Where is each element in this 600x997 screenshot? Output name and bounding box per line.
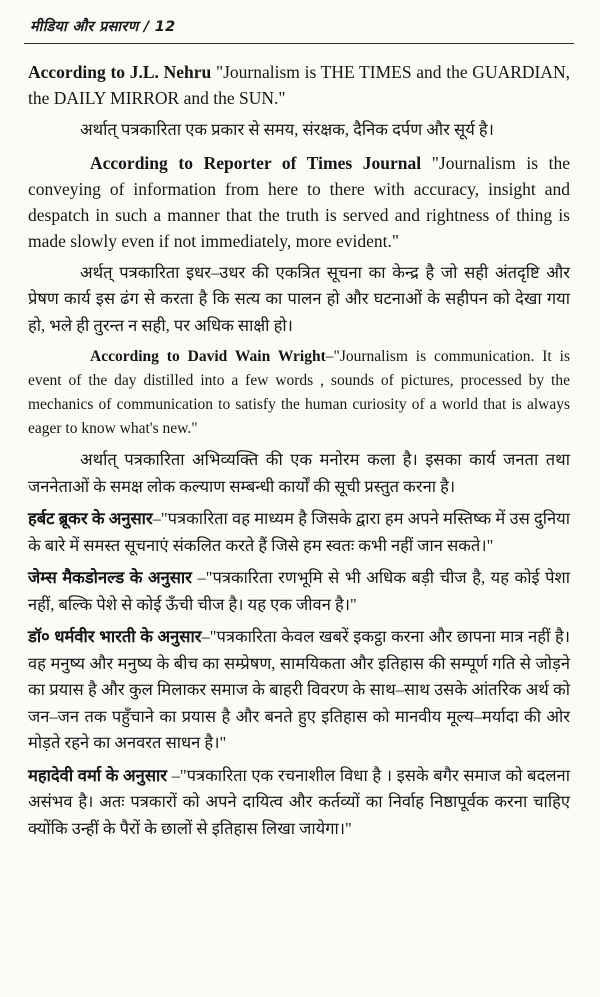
paragraph-mahadevi-verma-quote bbox=[28, 763, 570, 843]
translation-text: अर्थत् पत्रकारिता इधर–उधर की एकत्रित सूचना का केन्द्र है जो सही अंतदृष्टि और प्रेषण कार्य इस ढंग से करता है कि सत्य का पालन हो और घटनाओं के सहीपन को देखा गया हो, भले ही तुरन्त न सही, पर अधिक साक्षी हो। bbox=[28, 262, 570, 335]
quote-text-times-journal: "Journalism is the conveying of information from here to there with accuracy, insight and despatch in such a manner that the truth is served and rightness of thing is made slowly even if not immediately, more evident." bbox=[28, 152, 571, 251]
paragraph-david-wain-wright-quote bbox=[28, 345, 570, 441]
hindi-translation-times-journal bbox=[28, 260, 570, 340]
quote-text-bharati: –"पत्रकारिता केवल खबरें इकट्ठा करना और छापना मात्र नहीं है। वह मनुष्य और मनुष्य के बीच का सम्प्रेषण, सामयिकता और इतिहास की सम्पूर्ण गति से जोड़ने का प्रयास है और कुल मिलाकर समाज के बाहरी विवरण के साथ–साथ उसके आंतरिक अर्थ को जन–जन तक पहुँचाने का प्रयास है और बनते हुए इतिहास को मानवीय मूल्य–मर्यादा की ओर मोड़ते रहने का अनवरत साधन है।" bbox=[28, 627, 570, 752]
paragraph-herbert-brucker-quote bbox=[28, 506, 570, 559]
attribution-lead-times-journal: According to Reporter of Times Journal bbox=[90, 152, 422, 173]
attribution-lead-brucker: हर्बट ब्रूकर के अनुसार bbox=[28, 509, 153, 528]
quote-text-macdonald: –"पत्रकारिता रणभूमि से भी अधिक बड़ी चीज है, यह कोई पेशा नहीं, बल्कि पेशे से कोई ऊँची चीज है। यह एक जीवन है।" bbox=[28, 568, 571, 614]
attribution-lead-nehru: According to J.L. Nehru bbox=[28, 62, 212, 82]
paragraph-times-journal-quote bbox=[28, 150, 570, 254]
hindi-translation-nehru bbox=[28, 117, 570, 144]
hindi-translation-wain-wright bbox=[28, 447, 570, 500]
translation-text: अर्थात् पत्रकारिता अभिव्यक्ति की एक मनोरम कला है। इसका कार्य जनता तथा जननेताओं के समक्ष लोक कल्याण सम्बन्धी कार्यों की सूची प्रस्तुत करना है। bbox=[28, 450, 570, 496]
quote-text-brucker: –"पत्रकारिता वह माध्यम है जिसके द्वारा हम अपने मस्तिष्क में उस दुनिया के बारे में समस्त सूचनाएं संकलित करते हैं जिसे हम स्वतः कभी नहीं जान सकते।" bbox=[28, 509, 570, 555]
quote-text-nehru: "Journalism is THE TIMES and the GUARDIAN, the DAILY MIRROR and the SUN." bbox=[28, 62, 571, 108]
page-header bbox=[28, 16, 570, 36]
attribution-lead-macdonald: जेम्स मैकडोनल्ड के अनुसार bbox=[28, 568, 192, 587]
header-rule bbox=[24, 43, 574, 44]
paragraph-nehru-quote bbox=[28, 59, 570, 111]
quote-text-wain-wright: –"Journalism is communication. It is event of the day distilled into a few words , sounds of pictures, processed by the mechanics of communication to satisfy the human curiosity of a world that is always eager to know what's new." bbox=[28, 348, 570, 437]
quote-text-verma: –"पत्रकारिता एक रचनाशील विधा है । इसके बगैर समाज को बदलना असंभव है। अतः पत्रकारों को अपने दायित्व और कर्तव्यों का निर्वाह निष्ठापूर्वक करना चाहिए क्योंकि उन्हीं के पैरों के छालों से इतिहास लिखा जायेगा।" bbox=[28, 765, 570, 838]
page-body bbox=[28, 59, 570, 842]
attribution-lead-bharati: डॉ० धर्मवीर भारती के अनुसार bbox=[28, 627, 202, 646]
running-title: मीडिया और प्रसारण / 12 bbox=[30, 19, 176, 35]
attribution-lead-verma: महादेवी वर्मा के अनुसार bbox=[28, 765, 167, 785]
paragraph-james-macdonald-quote bbox=[28, 565, 570, 618]
attribution-lead-wain-wright: According to David Wain Wright bbox=[90, 348, 326, 365]
translation-text: अर्थात् पत्रकारिता एक प्रकार से समय, संरक्षक, दैनिक दर्पण और सूर्य है। bbox=[80, 120, 494, 139]
paragraph-dharamvir-bharati-quote bbox=[28, 624, 570, 757]
